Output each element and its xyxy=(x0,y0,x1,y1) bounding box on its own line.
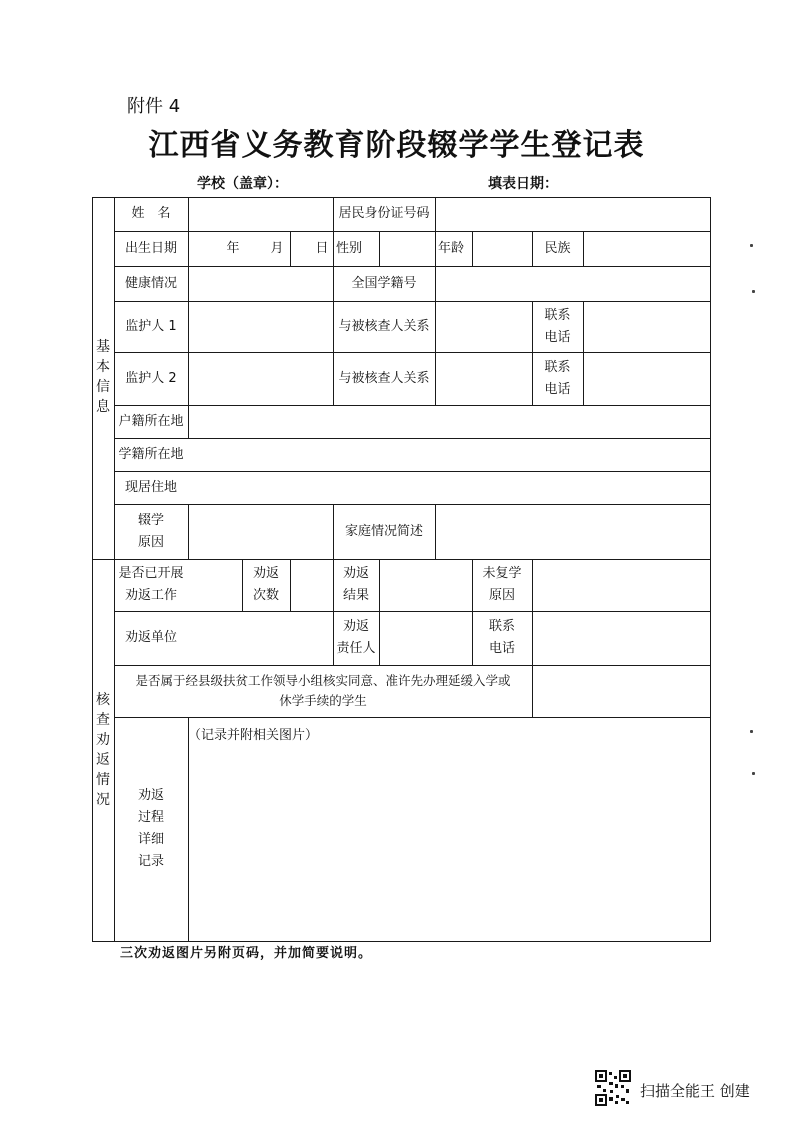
section-basic-info: 基 本 信 息 xyxy=(96,339,110,415)
footnote: 三次劝返图片另附页码，并加简要说明。 xyxy=(120,946,373,961)
current-residence-label: 现居住地 xyxy=(124,479,177,495)
household-location-label: 户籍所在地 xyxy=(118,413,184,429)
section-verification: 核 查 劝 返 情 况 xyxy=(96,692,110,808)
enrollment-location-label: 学籍所在地 xyxy=(118,446,184,462)
ethnicity-label: 民族 xyxy=(544,240,571,256)
contact-phone-label: 联系 电话 xyxy=(488,619,515,656)
registration-table xyxy=(92,197,711,942)
guardian1-field[interactable] xyxy=(188,301,333,352)
guardian1-relation-label: 与被核查人关系 xyxy=(338,318,430,334)
persuasion-result-field[interactable] xyxy=(379,559,472,611)
month-label: 月 xyxy=(270,240,284,256)
persuasion-result-label: 劝返 结果 xyxy=(342,566,369,603)
id-number-field[interactable] xyxy=(435,197,710,231)
poverty-question-field[interactable] xyxy=(532,665,710,717)
record-note: （记录并附相关图片） xyxy=(188,728,319,743)
dropout-reason-field[interactable] xyxy=(188,504,333,559)
gender-label: 性别 xyxy=(336,240,363,256)
guardian1-phone-field[interactable] xyxy=(583,301,710,352)
ethnicity-field[interactable] xyxy=(583,231,710,266)
day-label: 日 xyxy=(315,240,329,256)
contact-phone-field[interactable] xyxy=(532,611,710,665)
scan-speck xyxy=(750,244,753,247)
poverty-question-label: 是否属于经县级扶贫工作领导小组核实同意、准许先办理延缓入学或 休学手续的学生 xyxy=(135,673,511,708)
persuasion-count-field[interactable] xyxy=(290,559,333,611)
not-returned-reason-label: 未复学 原因 xyxy=(482,566,522,603)
guardian1-label: 监护人 1 xyxy=(125,318,177,334)
name-label: 姓 名 xyxy=(131,206,171,221)
not-returned-reason-field[interactable] xyxy=(532,559,710,611)
student-id-field[interactable] xyxy=(435,266,710,301)
health-field[interactable] xyxy=(188,266,333,301)
persuasion-started-field[interactable] xyxy=(188,559,242,611)
household-location-field[interactable] xyxy=(188,405,710,438)
scan-speck xyxy=(750,730,753,733)
persuasion-started-label: 是否已开展 劝返工作 xyxy=(118,566,184,603)
persuasion-person-label: 劝返 责任人 xyxy=(336,619,376,656)
guardian1-relation-field[interactable] xyxy=(435,301,532,352)
school-label: 学校（盖章）： xyxy=(197,176,288,192)
year-label: 年 xyxy=(226,240,240,256)
guardian2-field[interactable] xyxy=(188,352,333,405)
family-desc-field[interactable] xyxy=(435,504,710,559)
family-desc-label: 家庭情况简述 xyxy=(344,523,423,539)
persuasion-person-field[interactable] xyxy=(379,611,472,665)
id-number-label: 居民身份证号码 xyxy=(338,206,430,221)
guardian2-phone-label: 联系 电话 xyxy=(544,359,571,397)
guardian2-label: 监护人 2 xyxy=(125,370,177,386)
student-id-label: 全国学籍号 xyxy=(351,275,417,291)
name-field[interactable] xyxy=(188,197,333,231)
process-record-field[interactable] xyxy=(188,717,710,949)
dropout-reason-label: 辍学 原因 xyxy=(137,512,164,550)
current-residence-field[interactable] xyxy=(188,471,710,504)
birth-date-label: 出生日期 xyxy=(124,240,177,256)
process-record-label: 劝返 过程 详细 记录 xyxy=(137,788,164,869)
enrollment-location-field[interactable] xyxy=(188,438,710,471)
gender-field[interactable] xyxy=(379,231,435,266)
guardian2-phone-field[interactable] xyxy=(583,352,710,405)
form-title: 江西省义务教育阶段辍学学生登记表 xyxy=(148,128,645,163)
health-label: 健康情况 xyxy=(124,275,177,291)
scanner-brand: 扫描全能王 创建 xyxy=(640,1082,750,1100)
guardian1-phone-label: 联系 电话 xyxy=(544,307,571,345)
persuasion-unit-label: 劝返单位 xyxy=(124,630,177,645)
scan-speck xyxy=(752,290,755,293)
annex-label: 附件 4 xyxy=(127,96,181,117)
age-field[interactable] xyxy=(472,231,532,266)
guardian2-relation-label: 与被核查人关系 xyxy=(338,370,430,386)
guardian2-relation-field[interactable] xyxy=(435,352,532,405)
qr-code-icon xyxy=(595,1070,631,1106)
persuasion-unit-field[interactable] xyxy=(188,611,333,665)
age-label: 年龄 xyxy=(438,240,465,256)
fill-date-label: 填表日期： xyxy=(488,176,558,192)
persuasion-count-label: 劝返 次数 xyxy=(252,566,279,603)
scan-speck xyxy=(752,772,755,775)
